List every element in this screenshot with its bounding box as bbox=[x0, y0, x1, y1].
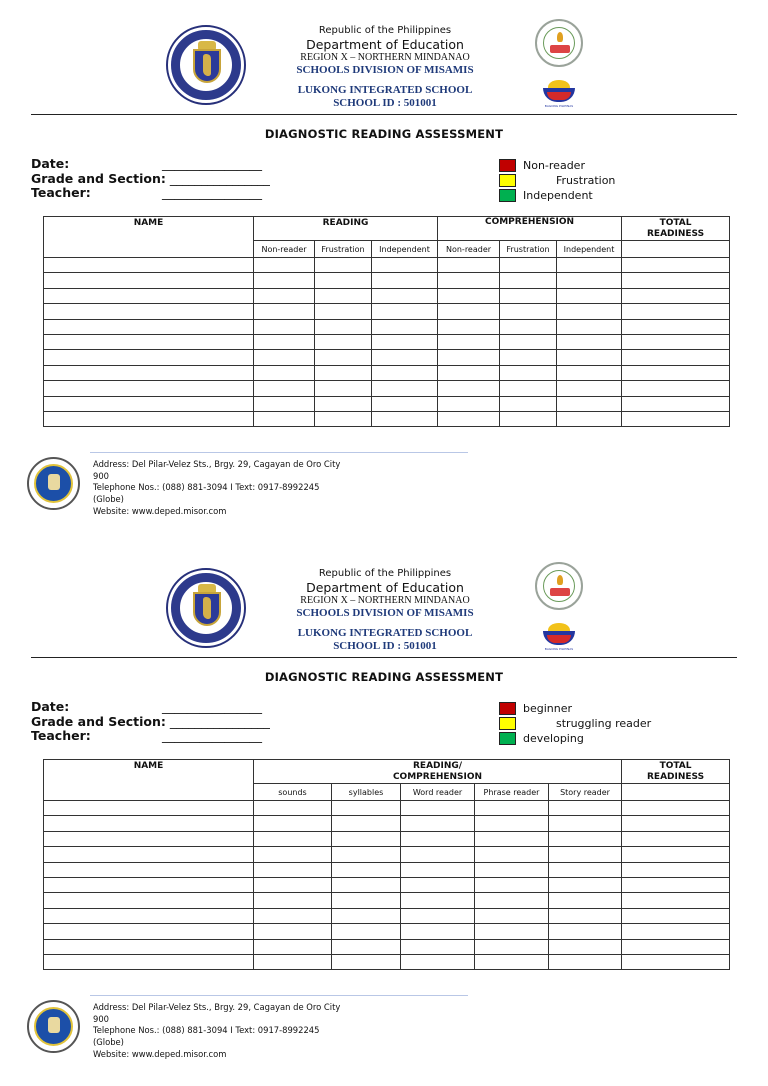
score-cell[interactable] bbox=[401, 847, 475, 862]
sub-header: Phrase reader bbox=[475, 784, 549, 801]
footer-contact bbox=[93, 1002, 340, 1061]
name-cell[interactable] bbox=[44, 954, 254, 969]
region-text: REGION X – NORTHERN MINDANAO bbox=[300, 52, 470, 63]
sub-header: Story reader bbox=[549, 784, 622, 801]
school-seal-icon bbox=[535, 562, 583, 610]
score-cell[interactable] bbox=[372, 365, 438, 380]
score-cell[interactable] bbox=[622, 273, 730, 288]
table-row bbox=[44, 908, 730, 923]
score-cell[interactable] bbox=[622, 258, 730, 273]
score-cell[interactable] bbox=[438, 304, 500, 319]
score-cell[interactable] bbox=[401, 924, 475, 939]
score-cell[interactable] bbox=[500, 381, 557, 396]
score-cell[interactable] bbox=[315, 304, 372, 319]
division-text: SCHOOLS DIVISION OF MISAMIS bbox=[296, 607, 474, 619]
table-row bbox=[44, 939, 730, 954]
score-cell[interactable] bbox=[438, 365, 500, 380]
score-cell[interactable] bbox=[254, 862, 332, 877]
score-cell[interactable] bbox=[315, 365, 372, 380]
deped-seal-icon bbox=[166, 25, 246, 105]
score-cell[interactable] bbox=[254, 365, 315, 380]
score-cell[interactable] bbox=[622, 847, 730, 862]
school-id: SCHOOL ID : 501001 bbox=[333, 97, 437, 109]
table-row bbox=[44, 924, 730, 939]
name-cell[interactable] bbox=[44, 939, 254, 954]
score-cell[interactable] bbox=[500, 411, 557, 426]
score-cell[interactable] bbox=[254, 273, 315, 288]
name-cell[interactable] bbox=[44, 304, 254, 319]
table-row bbox=[44, 258, 730, 273]
score-cell[interactable] bbox=[332, 908, 401, 923]
score-cell[interactable] bbox=[315, 319, 372, 334]
score-cell[interactable] bbox=[475, 954, 549, 969]
header-divider bbox=[31, 114, 737, 115]
score-cell[interactable] bbox=[557, 350, 622, 365]
school-name: LUKONG INTEGRATED SCHOOL bbox=[297, 84, 473, 96]
score-cell[interactable] bbox=[622, 831, 730, 846]
name-header: NAME bbox=[44, 760, 254, 801]
score-cell[interactable] bbox=[254, 396, 315, 411]
score-cell[interactable] bbox=[500, 258, 557, 273]
score-cell[interactable] bbox=[500, 304, 557, 319]
footer-zip: 900 bbox=[93, 470, 109, 481]
score-cell[interactable] bbox=[475, 831, 549, 846]
score-cell[interactable] bbox=[549, 816, 622, 831]
score-cell[interactable] bbox=[622, 924, 730, 939]
table-row bbox=[44, 334, 730, 349]
score-cell[interactable] bbox=[332, 954, 401, 969]
score-cell[interactable] bbox=[500, 365, 557, 380]
score-cell[interactable] bbox=[475, 877, 549, 892]
score-cell[interactable] bbox=[549, 924, 622, 939]
deped-division-seal-icon bbox=[27, 457, 80, 510]
footer-contact bbox=[93, 459, 340, 518]
score-cell[interactable] bbox=[401, 939, 475, 954]
score-cell[interactable] bbox=[315, 350, 372, 365]
table-row bbox=[44, 816, 730, 831]
score-cell[interactable] bbox=[315, 334, 372, 349]
red-swatch bbox=[499, 159, 516, 172]
score-cell[interactable] bbox=[500, 273, 557, 288]
table-row bbox=[44, 319, 730, 334]
score-cell[interactable] bbox=[254, 334, 315, 349]
score-cell[interactable] bbox=[254, 801, 332, 816]
letterhead bbox=[240, 24, 530, 110]
score-cell[interactable] bbox=[622, 304, 730, 319]
footer-divider bbox=[90, 995, 468, 996]
score-cell[interactable] bbox=[622, 319, 730, 334]
score-cell[interactable] bbox=[254, 847, 332, 862]
score-cell[interactable] bbox=[254, 288, 315, 303]
department-text: Department of Education bbox=[306, 37, 464, 52]
score-cell[interactable] bbox=[401, 893, 475, 908]
total-sub-cell bbox=[622, 784, 730, 801]
score-cell[interactable] bbox=[372, 350, 438, 365]
name-cell[interactable] bbox=[44, 396, 254, 411]
score-cell[interactable] bbox=[254, 319, 315, 334]
deped-division-seal-icon bbox=[27, 1000, 80, 1053]
score-cell[interactable] bbox=[622, 877, 730, 892]
score-cell[interactable] bbox=[438, 319, 500, 334]
score-cell[interactable] bbox=[549, 847, 622, 862]
table-row bbox=[44, 304, 730, 319]
legend-item-non-reader: Non-reader bbox=[499, 158, 615, 173]
yellow-swatch bbox=[499, 717, 516, 730]
footer-telephone: Telephone Nos.: (088) 881-3094 I Text: 0917-8992245 bbox=[93, 482, 320, 493]
sub-header: Non-reader bbox=[254, 241, 315, 258]
legend bbox=[499, 701, 651, 746]
comprehension-header: COMPREHENSION bbox=[438, 217, 622, 241]
form-page-2 bbox=[0, 543, 768, 1086]
score-cell[interactable] bbox=[254, 924, 332, 939]
grade-section-field[interactable]: Grade and Section: ________________ bbox=[31, 170, 270, 186]
score-cell[interactable] bbox=[622, 801, 730, 816]
score-cell[interactable] bbox=[622, 365, 730, 380]
date-field[interactable]: Date: ________________ bbox=[31, 156, 262, 171]
score-cell[interactable] bbox=[315, 411, 372, 426]
score-cell[interactable] bbox=[315, 258, 372, 273]
form-fields bbox=[31, 157, 270, 201]
name-cell[interactable] bbox=[44, 319, 254, 334]
score-cell[interactable] bbox=[549, 939, 622, 954]
score-cell[interactable] bbox=[475, 924, 549, 939]
yellow-swatch bbox=[499, 174, 516, 187]
teacher-field[interactable]: Teacher: ________________ bbox=[31, 185, 262, 200]
score-cell[interactable] bbox=[372, 304, 438, 319]
table-row bbox=[44, 877, 730, 892]
score-cell[interactable] bbox=[254, 954, 332, 969]
score-cell[interactable] bbox=[500, 334, 557, 349]
page-title: DIAGNOSTIC READING ASSESSMENT bbox=[264, 127, 504, 141]
score-cell[interactable] bbox=[372, 381, 438, 396]
score-cell[interactable] bbox=[332, 816, 401, 831]
name-cell[interactable] bbox=[44, 893, 254, 908]
score-cell[interactable] bbox=[332, 877, 401, 892]
score-cell[interactable] bbox=[557, 304, 622, 319]
score-cell[interactable] bbox=[401, 908, 475, 923]
score-cell[interactable] bbox=[500, 396, 557, 411]
letterhead bbox=[240, 567, 530, 653]
score-cell[interactable] bbox=[549, 954, 622, 969]
name-cell[interactable] bbox=[44, 924, 254, 939]
name-cell[interactable] bbox=[44, 381, 254, 396]
table-row bbox=[44, 831, 730, 846]
red-swatch bbox=[499, 702, 516, 715]
score-cell[interactable] bbox=[622, 411, 730, 426]
green-swatch bbox=[499, 732, 516, 745]
bagong-pilipinas-icon: BAGONG PILIPINAS bbox=[539, 76, 579, 112]
division-text: SCHOOLS DIVISION OF MISAMIS bbox=[296, 64, 474, 76]
score-cell[interactable] bbox=[401, 801, 475, 816]
score-cell[interactable] bbox=[315, 273, 372, 288]
score-cell[interactable] bbox=[622, 334, 730, 349]
score-cell[interactable] bbox=[315, 381, 372, 396]
sub-header: Independent bbox=[372, 241, 438, 258]
score-cell[interactable] bbox=[622, 908, 730, 923]
score-cell[interactable] bbox=[254, 893, 332, 908]
assessment-table bbox=[43, 759, 730, 970]
score-cell[interactable] bbox=[475, 939, 549, 954]
score-cell[interactable] bbox=[622, 350, 730, 365]
footer-carrier: (Globe) bbox=[93, 1037, 124, 1048]
name-cell[interactable] bbox=[44, 816, 254, 831]
score-cell[interactable] bbox=[401, 831, 475, 846]
sub-header: sounds bbox=[254, 784, 332, 801]
score-cell[interactable] bbox=[622, 396, 730, 411]
sub-header: Frustration bbox=[500, 241, 557, 258]
score-cell[interactable] bbox=[438, 273, 500, 288]
name-cell[interactable] bbox=[44, 862, 254, 877]
score-cell[interactable] bbox=[549, 801, 622, 816]
deped-seal-icon bbox=[166, 568, 246, 648]
score-cell[interactable] bbox=[500, 350, 557, 365]
score-cell[interactable] bbox=[549, 862, 622, 877]
footer-website[interactable]: Website: www.deped.misor.com bbox=[93, 505, 227, 516]
name-cell[interactable] bbox=[44, 365, 254, 380]
footer-zip: 900 bbox=[93, 1013, 109, 1024]
score-cell[interactable] bbox=[557, 381, 622, 396]
score-cell[interactable] bbox=[557, 288, 622, 303]
grade-section-field[interactable]: Grade and Section: ________________ bbox=[31, 713, 270, 729]
score-cell[interactable] bbox=[332, 831, 401, 846]
score-cell[interactable] bbox=[315, 396, 372, 411]
table-row bbox=[44, 273, 730, 288]
score-cell[interactable] bbox=[622, 862, 730, 877]
score-cell[interactable] bbox=[372, 273, 438, 288]
score-cell[interactable] bbox=[622, 939, 730, 954]
table-row bbox=[44, 365, 730, 380]
score-cell[interactable] bbox=[372, 258, 438, 273]
name-cell[interactable] bbox=[44, 273, 254, 288]
table-row bbox=[44, 411, 730, 426]
header-divider bbox=[31, 657, 737, 658]
score-cell[interactable] bbox=[254, 908, 332, 923]
score-cell[interactable] bbox=[557, 396, 622, 411]
score-cell[interactable] bbox=[254, 381, 315, 396]
reading-comprehension-header: READING/ COMPREHENSION bbox=[254, 760, 622, 784]
score-cell[interactable] bbox=[254, 304, 315, 319]
green-swatch bbox=[499, 189, 516, 202]
score-cell[interactable] bbox=[475, 862, 549, 877]
score-cell[interactable] bbox=[332, 847, 401, 862]
footer-telephone: Telephone Nos.: (088) 881-3094 I Text: 0917-8992245 bbox=[93, 1025, 320, 1036]
legend-item-developing: developing bbox=[499, 731, 651, 746]
score-cell[interactable] bbox=[500, 319, 557, 334]
region-text: REGION X – NORTHERN MINDANAO bbox=[300, 595, 470, 606]
score-cell[interactable] bbox=[475, 816, 549, 831]
score-cell[interactable] bbox=[438, 258, 500, 273]
teacher-field[interactable]: Teacher: ________________ bbox=[31, 728, 262, 743]
name-cell[interactable] bbox=[44, 288, 254, 303]
name-cell[interactable] bbox=[44, 411, 254, 426]
score-cell[interactable] bbox=[622, 381, 730, 396]
republic-text: Republic of the Philippines bbox=[318, 568, 452, 579]
table-row bbox=[44, 847, 730, 862]
score-cell[interactable] bbox=[557, 365, 622, 380]
sub-header: Frustration bbox=[315, 241, 372, 258]
table-body bbox=[44, 801, 730, 970]
form-fields bbox=[31, 700, 270, 744]
score-cell[interactable] bbox=[557, 273, 622, 288]
footer-address: Address: Del Pilar-Velez Sts., Brgy. 29, Cagayan de Oro City bbox=[93, 1002, 341, 1012]
school-id: SCHOOL ID : 501001 bbox=[333, 640, 437, 652]
score-cell[interactable] bbox=[401, 816, 475, 831]
date-field[interactable]: Date: ________________ bbox=[31, 699, 262, 714]
score-cell[interactable] bbox=[254, 877, 332, 892]
score-cell[interactable] bbox=[438, 396, 500, 411]
name-cell[interactable] bbox=[44, 350, 254, 365]
footer-carrier: (Globe) bbox=[93, 494, 124, 505]
footer-divider bbox=[90, 452, 468, 453]
legend-item-beginner: beginner bbox=[499, 701, 651, 716]
table-row bbox=[44, 350, 730, 365]
score-cell[interactable] bbox=[254, 939, 332, 954]
legend bbox=[499, 158, 615, 203]
score-cell[interactable] bbox=[254, 411, 315, 426]
score-cell[interactable] bbox=[401, 862, 475, 877]
score-cell[interactable] bbox=[332, 924, 401, 939]
table-row bbox=[44, 893, 730, 908]
score-cell[interactable] bbox=[557, 334, 622, 349]
table-row bbox=[44, 288, 730, 303]
score-cell[interactable] bbox=[438, 288, 500, 303]
table-row bbox=[44, 862, 730, 877]
reading-header: READING bbox=[254, 217, 438, 241]
score-cell[interactable] bbox=[372, 334, 438, 349]
legend-item-independent: Independent bbox=[499, 188, 615, 203]
score-cell[interactable] bbox=[475, 908, 549, 923]
name-cell[interactable] bbox=[44, 258, 254, 273]
score-cell[interactable] bbox=[438, 350, 500, 365]
sub-header: Independent bbox=[557, 241, 622, 258]
score-cell[interactable] bbox=[401, 877, 475, 892]
legend-item-struggling-reader: struggling reader bbox=[499, 716, 651, 731]
score-cell[interactable] bbox=[549, 877, 622, 892]
score-cell[interactable] bbox=[475, 847, 549, 862]
name-cell[interactable] bbox=[44, 847, 254, 862]
sub-header: Word reader bbox=[401, 784, 475, 801]
score-cell[interactable] bbox=[549, 831, 622, 846]
total-readiness-header: TOTAL READINESS bbox=[622, 760, 730, 784]
score-cell[interactable] bbox=[254, 831, 332, 846]
sub-header: syllables bbox=[332, 784, 401, 801]
name-header: NAME bbox=[44, 217, 254, 258]
score-cell[interactable] bbox=[438, 381, 500, 396]
score-cell[interactable] bbox=[475, 801, 549, 816]
score-cell[interactable] bbox=[438, 411, 500, 426]
table-row bbox=[44, 954, 730, 969]
score-cell[interactable] bbox=[372, 396, 438, 411]
score-cell[interactable] bbox=[332, 862, 401, 877]
table-row bbox=[44, 801, 730, 816]
republic-text: Republic of the Philippines bbox=[318, 25, 452, 36]
score-cell[interactable] bbox=[332, 801, 401, 816]
table-body bbox=[44, 258, 730, 427]
score-cell[interactable] bbox=[500, 288, 557, 303]
score-cell[interactable] bbox=[332, 939, 401, 954]
score-cell[interactable] bbox=[315, 288, 372, 303]
name-cell[interactable] bbox=[44, 801, 254, 816]
score-cell[interactable] bbox=[549, 908, 622, 923]
score-cell[interactable] bbox=[254, 350, 315, 365]
score-cell[interactable] bbox=[622, 816, 730, 831]
name-cell[interactable] bbox=[44, 334, 254, 349]
score-cell[interactable] bbox=[254, 816, 332, 831]
score-cell[interactable] bbox=[372, 319, 438, 334]
score-cell[interactable] bbox=[438, 334, 500, 349]
name-cell[interactable] bbox=[44, 831, 254, 846]
table-row bbox=[44, 381, 730, 396]
sub-header: Non-reader bbox=[438, 241, 500, 258]
score-cell[interactable] bbox=[557, 319, 622, 334]
total-sub-cell bbox=[622, 241, 730, 258]
total-readiness-header: TOTAL READINESS bbox=[622, 217, 730, 241]
score-cell[interactable] bbox=[622, 893, 730, 908]
school-name: LUKONG INTEGRATED SCHOOL bbox=[297, 627, 473, 639]
score-cell[interactable] bbox=[254, 258, 315, 273]
footer-website[interactable]: Website: www.deped.misor.com bbox=[93, 1048, 227, 1059]
table-row bbox=[44, 396, 730, 411]
bagong-pilipinas-icon: BAGONG PILIPINAS bbox=[539, 619, 579, 655]
department-text: Department of Education bbox=[306, 580, 464, 595]
name-cell[interactable] bbox=[44, 908, 254, 923]
score-cell[interactable] bbox=[401, 954, 475, 969]
score-cell[interactable] bbox=[332, 893, 401, 908]
page-title: DIAGNOSTIC READING ASSESSMENT bbox=[264, 670, 504, 684]
score-cell[interactable] bbox=[475, 893, 549, 908]
legend-item-frustration: Frustration bbox=[499, 173, 615, 188]
score-cell[interactable] bbox=[622, 954, 730, 969]
assessment-table bbox=[43, 216, 730, 427]
score-cell[interactable] bbox=[557, 411, 622, 426]
score-cell[interactable] bbox=[622, 288, 730, 303]
footer-address: Address: Del Pilar-Velez Sts., Brgy. 29, Cagayan de Oro City bbox=[93, 459, 341, 469]
score-cell[interactable] bbox=[557, 258, 622, 273]
school-seal-icon bbox=[535, 19, 583, 67]
score-cell[interactable] bbox=[372, 288, 438, 303]
score-cell[interactable] bbox=[549, 893, 622, 908]
name-cell[interactable] bbox=[44, 877, 254, 892]
score-cell[interactable] bbox=[372, 411, 438, 426]
